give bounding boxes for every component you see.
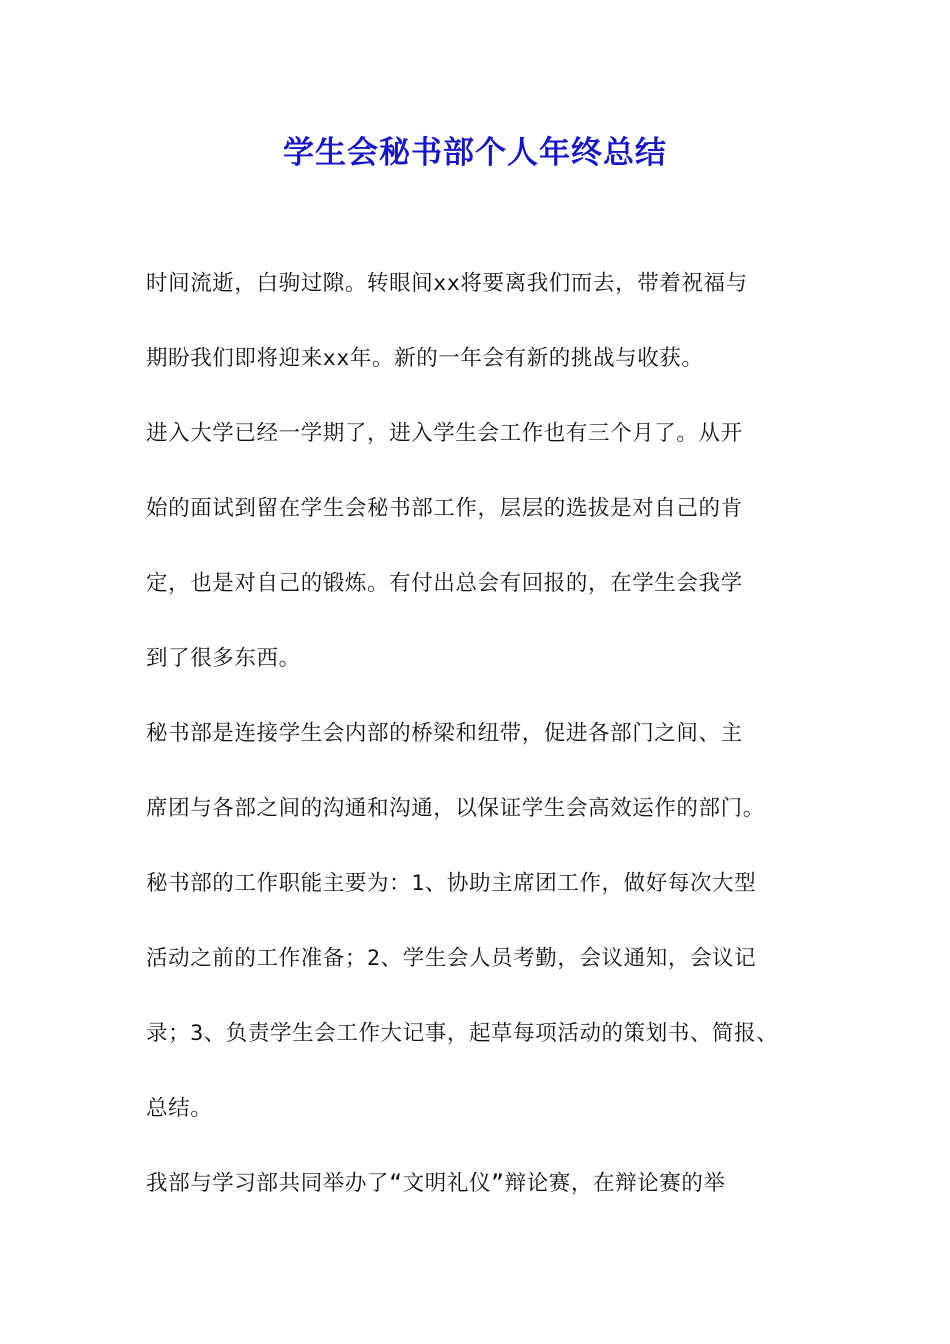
body-line: 始的面试到留在学生会秘书部工作，层层的选拔是对自己的肯 [146,496,743,521]
body-line: 定，也是对自己的锻炼。有付出总会有回报的，在学生会我学 [146,571,743,596]
body-line: 时间流逝，白驹过隙。转眼间xx将要离我们而去，带着祝福与 [146,271,748,296]
document-title: 学生会秘书部个人年终总结 [283,135,667,171]
body-line: 秘书部是连接学生会内部的桥梁和纽带，促进各部门之间、主 [146,721,743,746]
body-line: 席团与各部之间的沟通和沟通，以保证学生会高效运作的部门。 [146,796,765,821]
body-line: 秘书部的工作职能主要为：1、协助主席团工作，做好每次大型 [146,871,757,896]
body-line: 到了很多东西。 [146,646,301,671]
body-line: 录；3、负责学生会工作大记事，起草每项活动的策划书、简报、 [146,1021,779,1046]
body-line: 总结。 [146,1096,213,1121]
body-line: 活动之前的工作准备；2、学生会人员考勤，会议通知，会议记 [146,946,757,971]
body-line: 期盼我们即将迎来xx年。新的一年会有新的挑战与收获。 [146,346,704,371]
body-line: 进入大学已经一学期了，进入学生会工作也有三个月了。从开 [146,421,743,446]
body-line: 我部与学习部共同举办了“文明礼仪”辩论赛，在辩论赛的举 [146,1171,726,1196]
